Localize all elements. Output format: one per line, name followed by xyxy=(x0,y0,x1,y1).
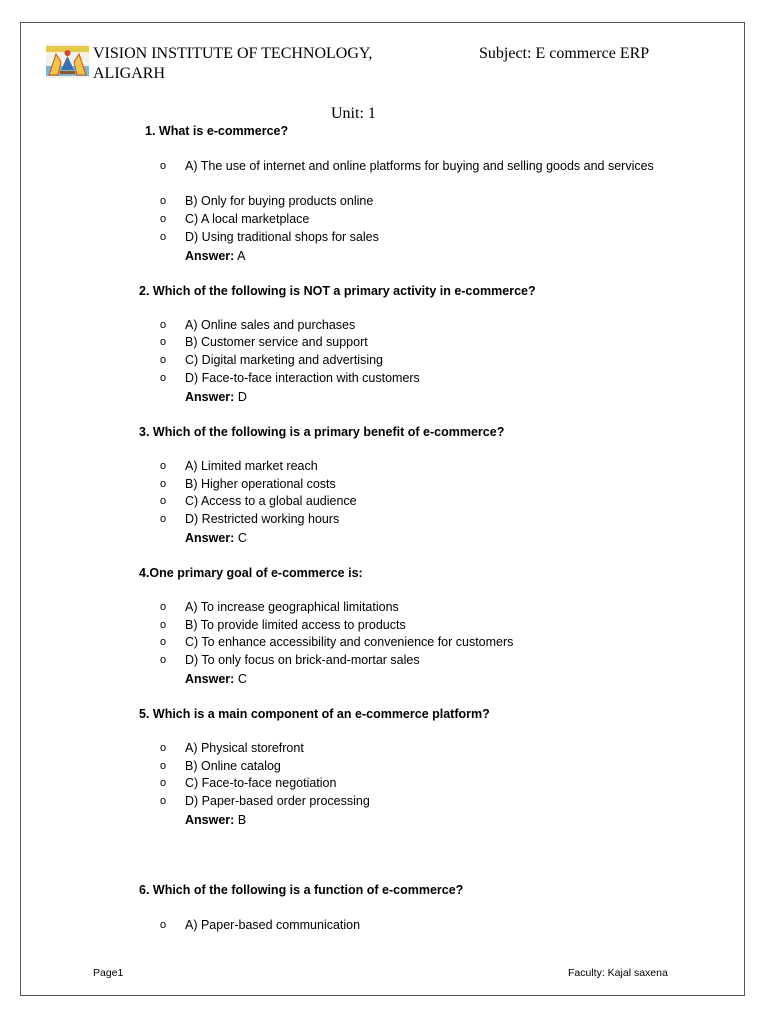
q5-answer: Answer: B xyxy=(185,813,247,827)
q1-answer: Answer: A xyxy=(185,249,246,263)
q2-answer: Answer: D xyxy=(185,390,247,404)
institute-name-line2: ALIGARH xyxy=(93,65,165,82)
q2-option-d: o D) Face-to-face interaction with customers xyxy=(160,370,680,388)
bullet-icon: o xyxy=(160,372,167,384)
question-4: 4.One primary goal of e-commerce is: xyxy=(139,566,363,580)
bullet-icon: o xyxy=(160,495,167,507)
q4-answer: Answer: C xyxy=(185,672,247,686)
bullet-icon: o xyxy=(160,919,167,931)
bullet-icon: o xyxy=(160,795,167,807)
bullet-icon: o xyxy=(160,460,167,472)
bullet-icon: o xyxy=(160,513,167,525)
q3-option-a: o A) Limited market reach xyxy=(160,458,680,476)
footer-page-number: Page1 xyxy=(93,967,124,979)
q5-option-b: o B) Online catalog xyxy=(160,758,680,776)
q3-option-d: o D) Restricted working hours xyxy=(160,511,680,529)
question-6: 6. Which of the following is a function of e-commerce? xyxy=(139,883,464,897)
q5-option-a: o A) Physical storefront xyxy=(160,740,680,758)
question-2: 2. Which of the following is NOT a primary activity in e-commerce? xyxy=(139,284,536,298)
q1-option-c: o C) A local marketplace xyxy=(160,211,680,229)
footer-faculty: Faculty: Kajal saxena xyxy=(568,967,668,979)
bullet-icon: o xyxy=(160,195,167,207)
q1-option-d: o D) Using traditional shops for sales xyxy=(160,229,680,247)
bullet-icon: o xyxy=(160,354,167,366)
q3-option-c: o C) Access to a global audience xyxy=(160,493,680,511)
q3-option-b: o B) Higher operational costs xyxy=(160,476,680,494)
bullet-icon: o xyxy=(160,336,167,348)
bullet-icon: o xyxy=(160,319,167,331)
bullet-icon: o xyxy=(160,213,167,225)
question-5: 5. Which is a main component of an e-commerce platform? xyxy=(139,707,490,721)
q4-option-c: o C) To enhance accessibility and convenience for customers xyxy=(160,634,680,652)
unit-heading: Unit: 1 xyxy=(331,105,376,122)
q3-answer: Answer: C xyxy=(185,531,247,545)
q2-option-b: o B) Customer service and support xyxy=(160,334,680,352)
bullet-icon: o xyxy=(160,636,167,648)
bullet-icon: o xyxy=(160,654,167,666)
bullet-icon: o xyxy=(160,160,167,172)
institute-name xyxy=(93,44,372,84)
bullet-icon: o xyxy=(160,619,167,631)
question-3: 3. Which of the following is a primary benefit of e-commerce? xyxy=(139,425,505,439)
bullet-icon: o xyxy=(160,742,167,754)
q4-option-d: o D) To only focus on brick-and-mortar sales xyxy=(160,652,680,670)
institute-logo-icon xyxy=(46,44,89,78)
q4-option-a: o A) To increase geographical limitations xyxy=(160,599,680,617)
bullet-icon: o xyxy=(160,478,167,490)
q1-option-b: o B) Only for buying products online xyxy=(160,193,680,211)
subject-heading: Subject: E commerce ERP xyxy=(479,45,650,62)
q1-option-a: o A) The use of internet and online platforms for buying and selling goods and services xyxy=(160,158,680,176)
bullet-icon: o xyxy=(160,231,167,243)
q6-option-a: o A) Paper-based communication xyxy=(160,917,680,935)
bullet-icon: o xyxy=(160,601,167,613)
institute-name-line1: VISION INSTITUTE OF TECHNOLOGY, xyxy=(93,45,373,62)
q5-option-c: o C) Face-to-face negotiation xyxy=(160,775,680,793)
bullet-icon: o xyxy=(160,760,167,772)
q4-option-b: o B) To provide limited access to products xyxy=(160,617,680,635)
bullet-icon: o xyxy=(160,777,167,789)
q5-option-d: o D) Paper-based order processing xyxy=(160,793,680,811)
q2-option-c: o C) Digital marketing and advertising xyxy=(160,352,680,370)
question-1: 1. What is e-commerce? xyxy=(145,124,289,138)
q2-option-a: o A) Online sales and purchases xyxy=(160,317,680,335)
